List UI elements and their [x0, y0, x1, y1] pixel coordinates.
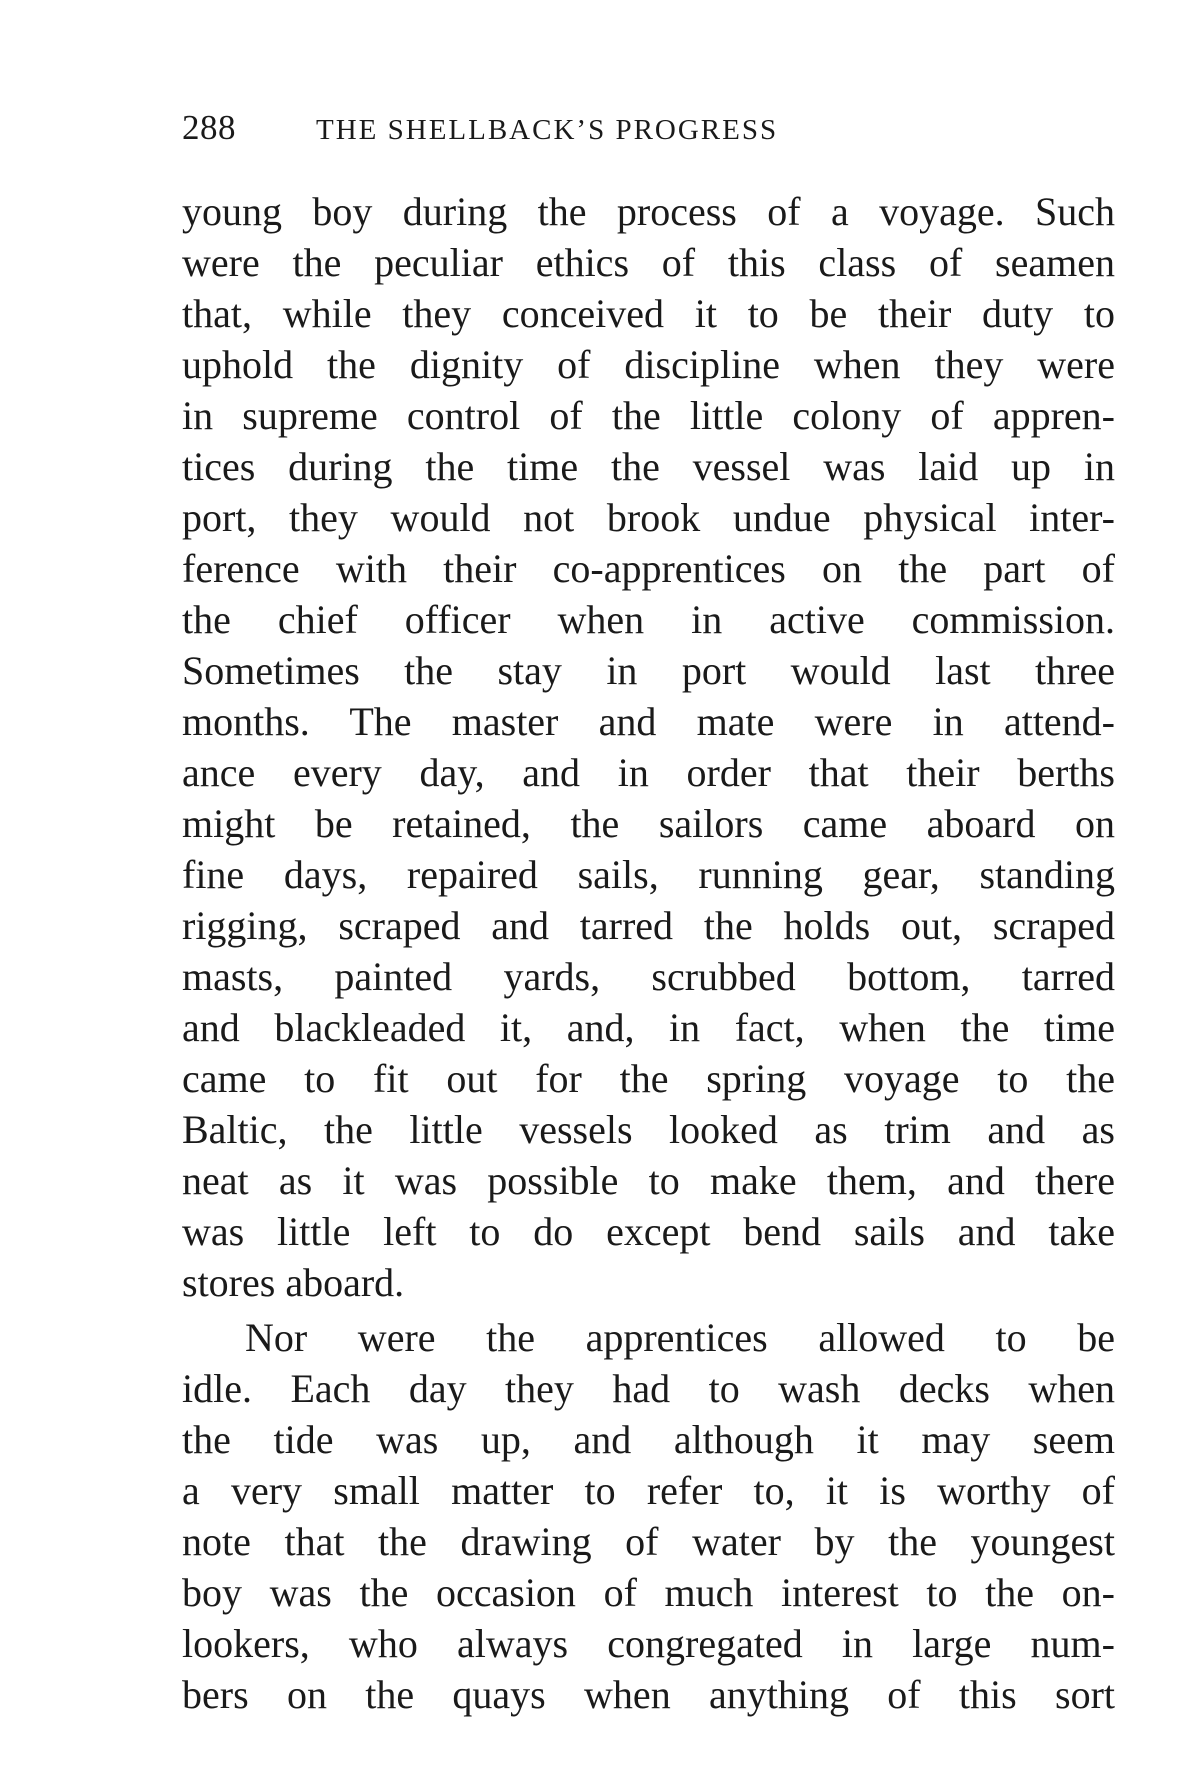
text-line: lookers, who always congregated in large num- [182, 1621, 1115, 1666]
text-line: Sometimes the stay in port would last three [182, 648, 1115, 693]
text-line: were the peculiar ethics of this class of seamen [182, 240, 1115, 285]
text-line: that, while they conceived it to be their duty to [182, 291, 1115, 336]
text-line: ance every day, and in order that their berths [182, 750, 1115, 795]
body-text [182, 186, 1115, 1720]
text-line: a very small matter to refer to, it is worthy of [182, 1468, 1115, 1513]
text-line: bers on the quays when anything of this sort [182, 1672, 1115, 1717]
text-line: port, they would not brook undue physical inter- [182, 495, 1115, 540]
text-line: Nor were the apprentices allowed to be [245, 1315, 1115, 1360]
text-line: might be retained, the sailors came aboard on [182, 801, 1115, 846]
paragraph-1 [182, 186, 1115, 1308]
text-line: neat as it was possible to make them, and there [182, 1158, 1115, 1203]
page-number: 288 [182, 108, 236, 147]
paragraph-2 [182, 1312, 1115, 1720]
text-line: young boy during the process of a voyage. Such [182, 189, 1115, 234]
text-line: rigging, scraped and tarred the holds out, scraped [182, 903, 1115, 948]
text-line: in supreme control of the little colony of appren- [182, 393, 1115, 438]
text-line: uphold the dignity of discipline when they were [182, 342, 1115, 387]
text-line: boy was the occasion of much interest to the on- [182, 1570, 1115, 1615]
text-line: the tide was up, and although it may seem [182, 1417, 1115, 1462]
text-line: stores aboard. [182, 1260, 405, 1305]
text-line: idle. Each day they had to wash decks when [182, 1366, 1115, 1411]
running-title: THE SHELLBACK’S PROGRESS [316, 114, 779, 146]
text-line: and blackleaded it, and, in fact, when the time [182, 1005, 1115, 1050]
text-line: Baltic, the little vessels looked as trim and as [182, 1107, 1115, 1152]
text-line: months. The master and mate were in attend- [182, 699, 1115, 744]
text-line: was little left to do except bend sails and take [182, 1209, 1115, 1254]
text-line: ference with their co-apprentices on the part of [182, 546, 1115, 591]
text-line: the chief officer when in active commission. [182, 597, 1115, 642]
text-line: fine days, repaired sails, running gear, standing [182, 852, 1115, 897]
text-line: tices during the time the vessel was laid up in [182, 444, 1115, 489]
text-line: came to fit out for the spring voyage to the [182, 1056, 1115, 1101]
running-head [182, 108, 1108, 158]
text-line: masts, painted yards, scrubbed bottom, tarred [182, 954, 1115, 999]
text-line: note that the drawing of water by the youngest [182, 1519, 1115, 1564]
